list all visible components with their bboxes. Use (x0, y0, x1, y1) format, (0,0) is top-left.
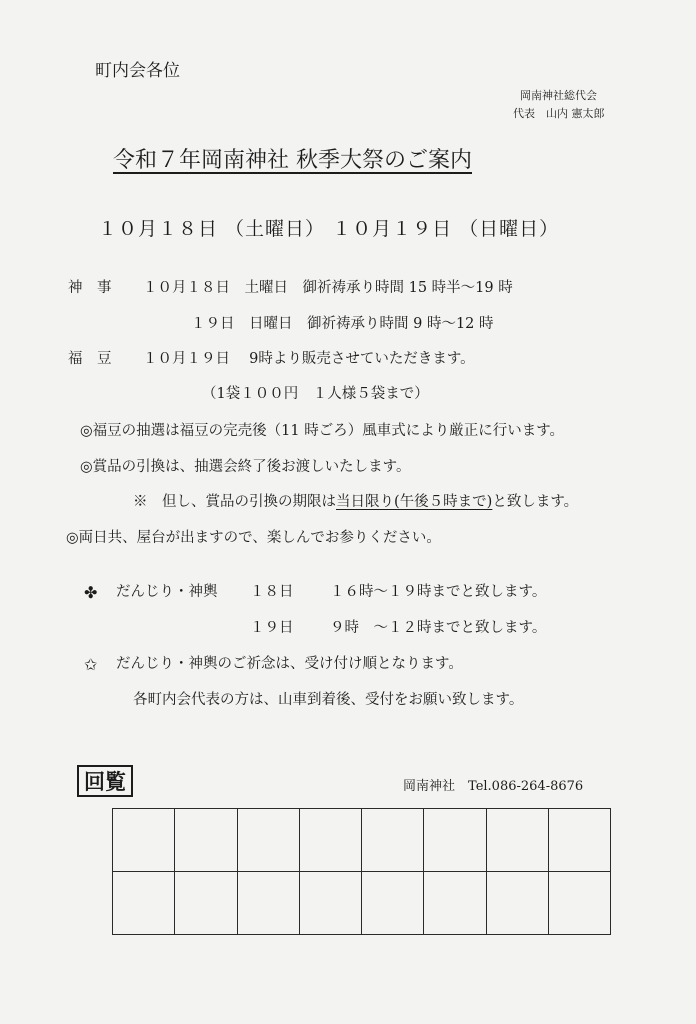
danjiri-time-2: ９時 ～１２時までと致します。 (330, 620, 547, 636)
shinji-line-2: １９日 日曜日 御祈祷承り時間 9 時～12 時 (191, 316, 494, 332)
stamp-box (486, 872, 548, 935)
phone-number: Tel.086-264-8676 (468, 779, 584, 794)
stalls-note: ◎両日共、屋台が出ますので、楽しんでお参りください。 (66, 530, 441, 546)
stamp-box (486, 809, 548, 872)
kinen-note: だんじり・神輿のご祈念は、受け付け順となります。 (116, 656, 463, 672)
stamp-box (175, 809, 237, 872)
circulation-label: 回覧 (77, 765, 133, 797)
representative: 代表 山内 憲太郎 (513, 107, 605, 120)
festival-dates: １０月１８日 （土曜日） １０月１９日 （日曜日） (98, 218, 560, 240)
stamp-box (362, 809, 424, 872)
stamp-box (548, 872, 610, 935)
danjiri-day-1: １８日 (250, 584, 294, 600)
star-icon: ✩ (84, 655, 98, 674)
stamp-box (237, 872, 299, 935)
deadline-note (133, 495, 578, 510)
shinji-label: 神 事 (68, 280, 112, 296)
addressee: 町内会各位 (95, 61, 180, 81)
stamp-box (299, 872, 361, 935)
lottery-note: ◎福豆の抽選は福豆の完売後（11 時ごろ）風車式により厳正に行います。 (80, 423, 565, 439)
fukumame-line-2: （1袋１００円 １人様５袋まで） (202, 386, 429, 402)
deadline-prefix: ※ 但し、賞品の引換の期限は (133, 494, 336, 510)
stamp-box (237, 809, 299, 872)
shinji-line-1: １０月１８日 土曜日 御祈祷承り時間 15 時半～19 時 (143, 280, 513, 296)
deadline-underlined: 当日限り(午後５時まで) (336, 494, 493, 510)
stamp-box (113, 872, 175, 935)
stamp-box (424, 809, 486, 872)
stamp-box (548, 809, 610, 872)
danjiri-label: だんじり・神輿 (116, 584, 218, 600)
clover-icon: ✤ (84, 583, 98, 602)
stamp-box (424, 872, 486, 935)
shrine-name: 岡南神社 (403, 779, 456, 794)
fukumame-line-1: １０月１９日 9時より販売させていただきます。 (143, 351, 475, 367)
prize-note: ◎賞品の引換は、抽選会終了後お渡しいたします。 (80, 459, 411, 475)
stamp-row (113, 809, 611, 872)
deadline-suffix: と致します。 (492, 494, 579, 510)
organization: 岡南神社総代会 (520, 89, 597, 102)
stamp-box (362, 872, 424, 935)
danjiri-time-1: １６時～１９時までと致します。 (330, 584, 547, 600)
stamp-box (113, 809, 175, 872)
stamp-box (175, 872, 237, 935)
danjiri-day-2: １９日 (250, 620, 294, 636)
circulation-stamp-grid (112, 808, 611, 935)
footer-contact (403, 780, 583, 793)
stamp-box (299, 809, 361, 872)
reception-note: 各町内会代表の方は、山車到着後、受付をお願い致します。 (133, 692, 524, 708)
stamp-row (113, 872, 611, 935)
fukumame-label: 福 豆 (68, 351, 112, 367)
page-title: 令和７年岡南神社 秋季大祭のご案内 (113, 148, 472, 173)
